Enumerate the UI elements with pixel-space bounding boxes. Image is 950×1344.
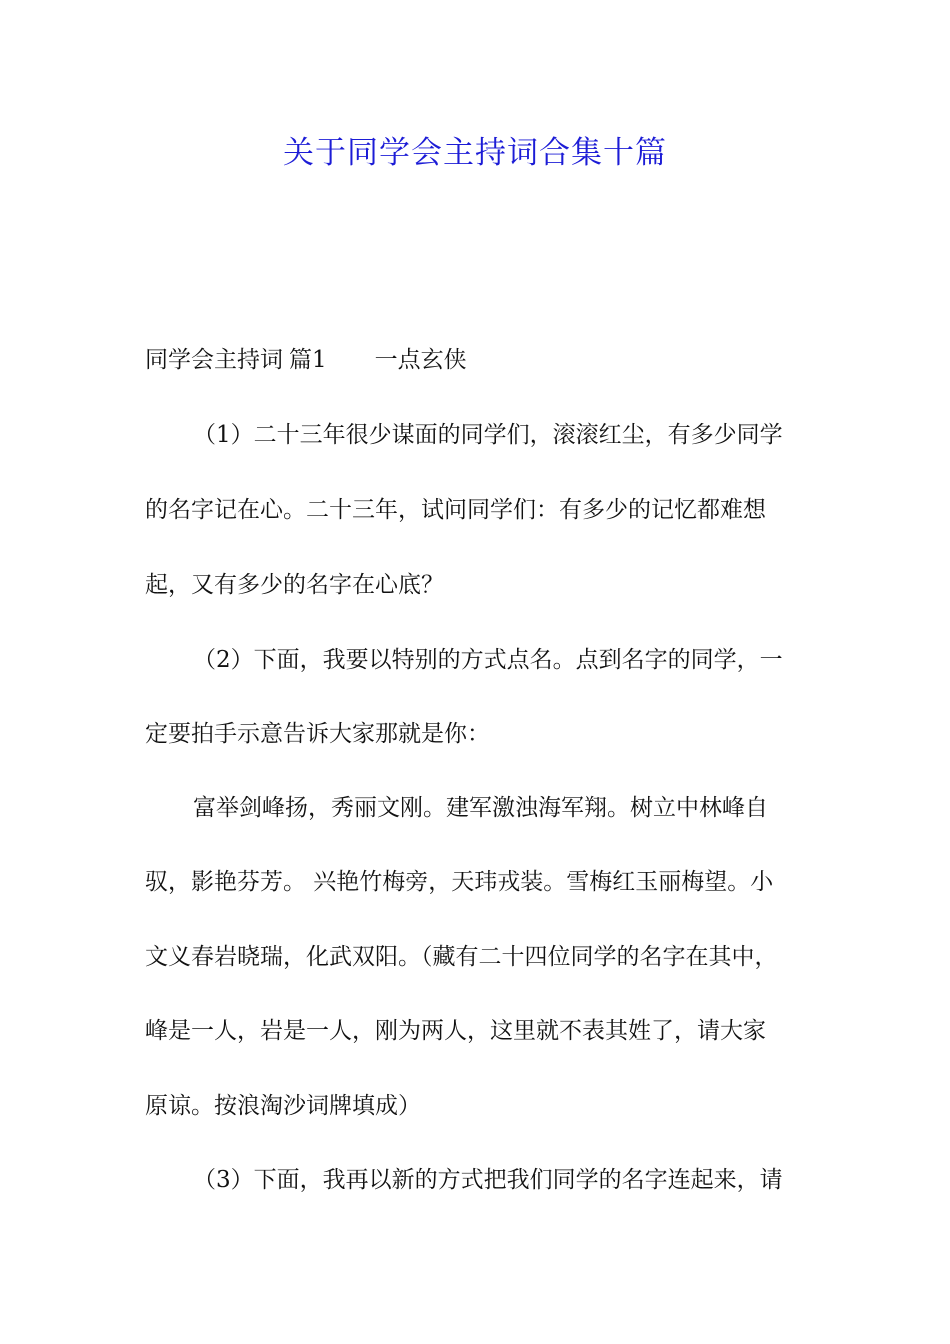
section-heading-number: 篇1 <box>289 347 327 373</box>
paragraph-2-line-1: （2）下面，我要以特别的方式点名。点到名字的同学，一 <box>193 647 783 673</box>
paragraph-3-line-1: 富举剑峰扬，秀丽文刚。建军激浊海军翔。树立中林峰自 <box>193 795 768 821</box>
paragraph-3-line-3: 文义春岩晓瑞，化武双阳。（藏有二十四位同学的名字在其中， <box>145 944 778 970</box>
section-heading-label: 同学会主持词 <box>145 347 283 373</box>
document-title: 关于同学会主持词合集十篇 <box>283 135 667 171</box>
paragraph-2-line-2: 定要拍手示意告诉大家那就是你： <box>145 721 490 747</box>
paragraph-3-line-5: 原谅。按浪淘沙词牌填成） <box>145 1093 421 1119</box>
paragraph-1-line-3: 起，又有多少的名字在心底？ <box>145 572 444 598</box>
paragraph-1-line-1: （1）二十三年很少谋面的同学们，滚滚红尘，有多少同学 <box>193 422 783 448</box>
section-heading-author: 一点玄侠 <box>374 347 467 373</box>
paragraph-3-line-4: 峰是一人，岩是一人，刚为两人，这里就不表其姓了，请大家 <box>145 1018 766 1044</box>
paragraph-4-line-1: （3）下面，我再以新的方式把我们同学的名字连起来，请 <box>193 1167 783 1193</box>
paragraph-1-line-2: 的名字记在心。二十三年，试问同学们：有多少的记忆都难想 <box>145 497 766 523</box>
paragraph-3-line-2: 驭，影艳芬芳。 兴艳竹梅旁，天玮戎装。雪梅红玉丽梅望。小 <box>145 869 774 895</box>
section-heading <box>145 340 815 380</box>
